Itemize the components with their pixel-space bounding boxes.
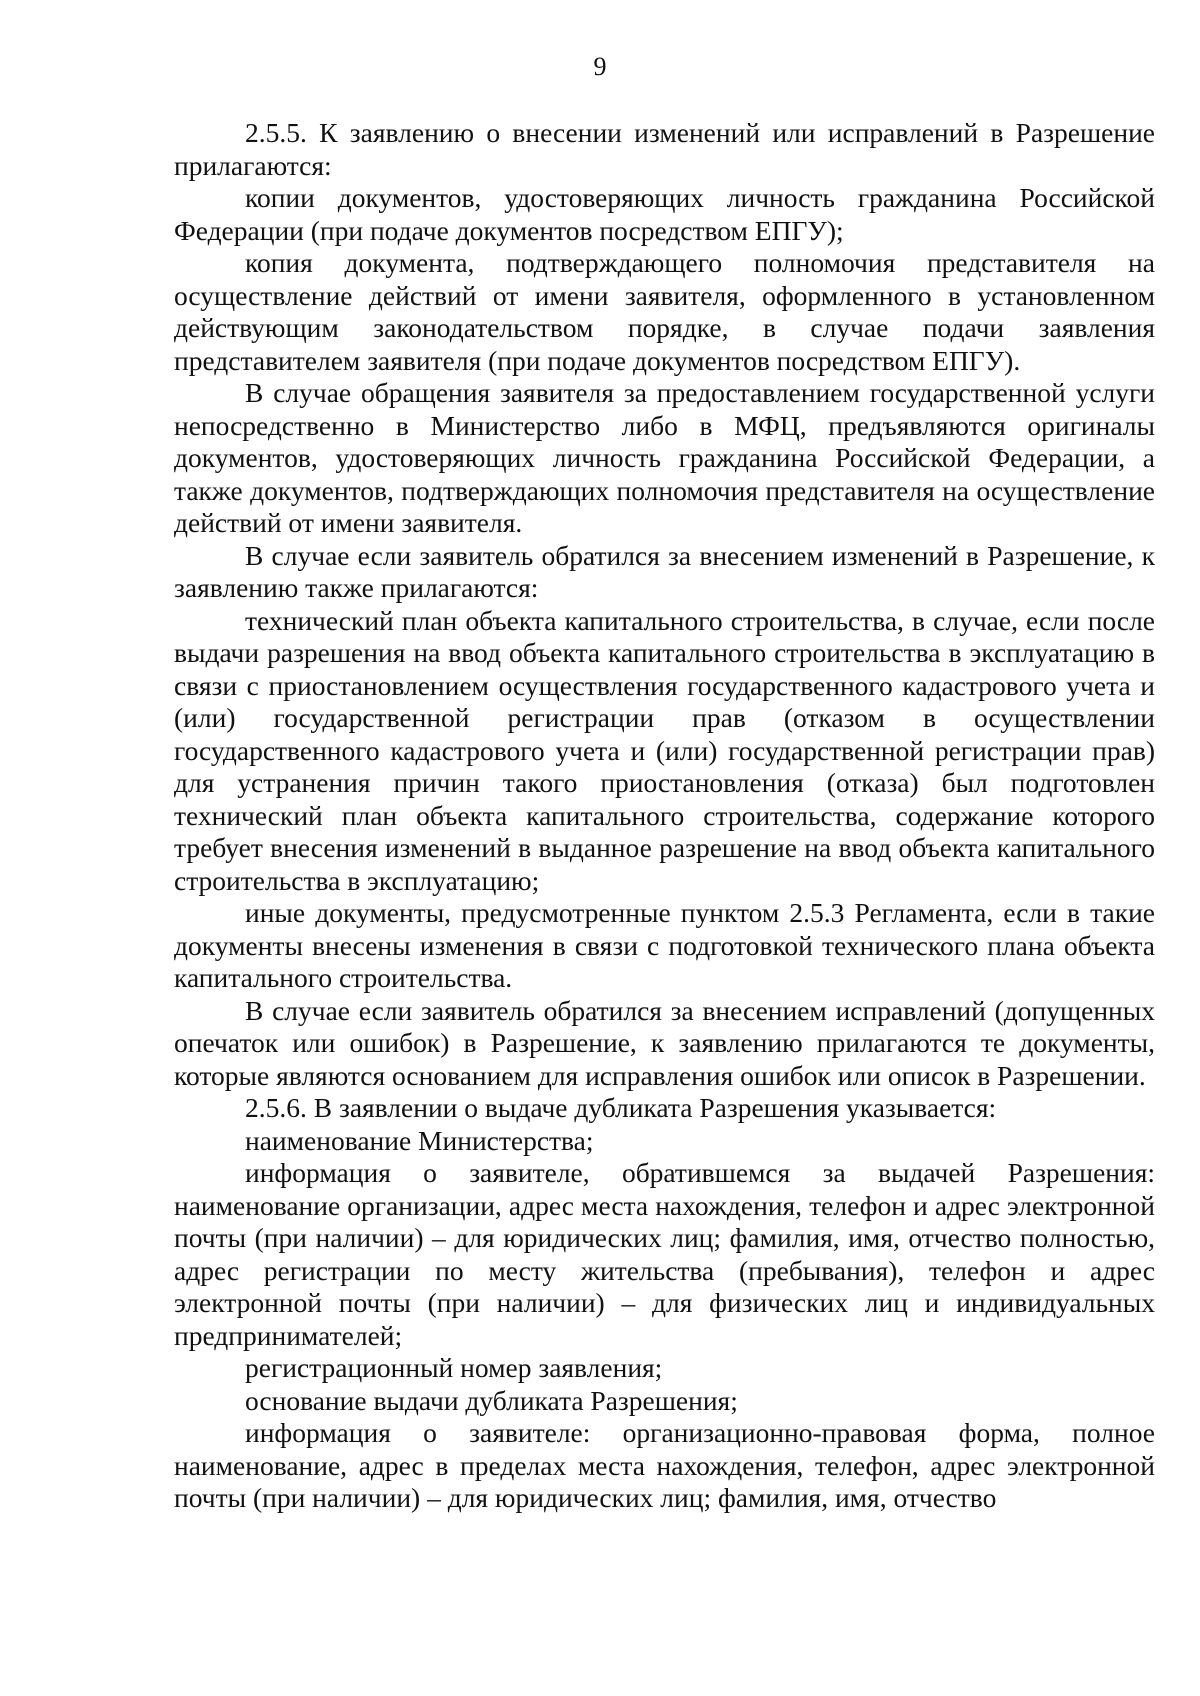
document-body	[174, 117, 1155, 1515]
paragraph-in-person-originals: В случае обращения заявителя за предоставлением государственной услуги непосредственно в Министерство либо в МФЦ, предъявляются оригиналы документов, удостоверяющих личность гражданина Российской Федерации, а также документов, подтверждающих полномочия представителя на осуществление действий от имени заявителя.	[174, 377, 1155, 538]
paragraph-2-5-5-intro: 2.5.5. К заявлению о внесении изменений или исправлений в Разрешение прилагаются:	[174, 117, 1155, 181]
paragraph-duplicate-basis: основание выдачи дубликата Разрешения;	[245, 1384, 738, 1416]
paragraph-technical-plan: технический план объекта капитального строительства, в случае, если после выдачи разрешения на ввод объекта капитального строительства в эксплуатацию в связи с приостановлением осуществления государственного кадастрового учета и (или) государственной регистрации прав (отказом в осуществлении государственного кадастрового учета и (или) государственной регистрации прав) для устранения причин такого приостановления (отказа) был подготовлен технический план объекта капитального строительства, содержание которого требует внесения изменений в выданное разрешение на ввод объекта капитального строительства в эксплуатацию;	[174, 604, 1155, 896]
paragraph-corrections: В случае если заявитель обратился за внесением исправлений (допущенных опечаток или ошибок) в Разрешение, к заявлению прилагаются те документы, которые являются основанием для исправления ошибок или описок в Разрешении.	[174, 994, 1155, 1091]
page-number: 9	[593, 52, 607, 81]
paragraph-applicant-info: информация о заявителе, обратившемся за выдачей Разрешения: наименование организации, адрес места нахождения, телефон и адрес электронной почты (при наличии) – для юридических лиц; фамилия, имя, отчество полностью, адрес регистрации по месту жительства (пребывания), телефон и адрес электронной почты (при наличии) – для физических лиц и индивидуальных предпринимателей;	[174, 1157, 1155, 1351]
paragraph-2-5-6-intro: 2.5.6. В заявлении о выдаче дубликата Разрешения указывается:	[245, 1092, 997, 1123]
paragraph-changes-intro: В случае если заявитель обратился за внесением изменений в Разрешение, к заявлению также прилагаются:	[174, 539, 1155, 603]
paragraph-ministry-name: наименование Министерства;	[245, 1124, 594, 1156]
paragraph-applicant-details: информация о заявителе: организационно-правовая форма, полное наименование, адрес в пределах места нахождения, телефон, адрес электронной почты (при наличии) – для юридических лиц; фамилия, имя, отчество	[174, 1417, 1155, 1513]
paragraph-identity-copies: копии документов, удостоверяющих личность гражданина Российской Федерации (при подаче документов посредством ЕПГУ);	[174, 182, 1155, 246]
paragraph-other-documents: иные документы, предусмотренные пунктом 2.5.3 Регламента, если в такие документы внесены изменения в связи с подготовкой технического плана объекта капитального строительства.	[174, 897, 1155, 993]
paragraph-representative-copy: копия документа, подтверждающего полномочия представителя на осуществление действий от имени заявителя, оформленного в установленном действующим законодательством порядке, в случае подачи заявления представителем заявителя (при подаче документов посредством ЕПГУ).	[174, 247, 1155, 376]
paragraph-registration-number: регистрационный номер заявления;	[245, 1352, 663, 1383]
